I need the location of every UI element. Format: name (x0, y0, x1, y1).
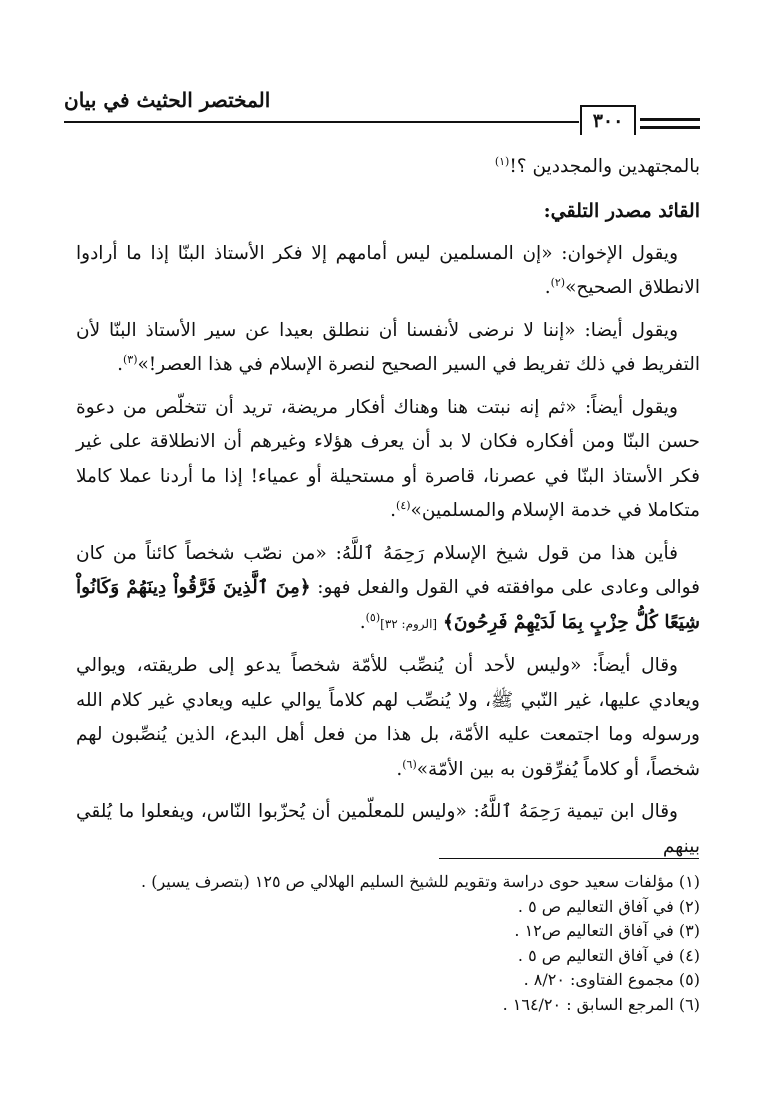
paragraph-5: وقال أيضاً: «وليس لأحد أن يُنصِّب للأمّة شخصاً يدعو إلى طريقته، ويوالي ويعادي عليها، غير النّبي ﷺ، ولا يُنصِّب لهم كلاماً يوالي عليه ويعادي غير كلام الله ورسوله وما اجتمعت عليه الأمّة، بل هذا من فعل أهل البدع، الذين يُنصِّبون لهم شخصاً، أو كلاماً يُفرِّقون به بين الأمّة»$^{(٦)}$. (76, 655, 700, 780)
footnote-6: (٦) المرجع السابق : ١٦٤/٢٠ . (502, 994, 700, 1014)
paragraph-1: ويقول الإخوان: «إن المسلمين ليس أمامهم إلا فكر الأستاذ البنّا إذا ما أرادوا الانطلاق الصحيح»$^{(٢)}$. (76, 242, 700, 298)
main-text (76, 150, 700, 864)
header-ornament-rule-top (640, 118, 700, 121)
footnote-mark-5: (٥) (365, 610, 381, 624)
page-number: ٣٠٠ (580, 105, 636, 135)
footnote-3: (٣) في آفاق التعاليم ص١٢ . (514, 921, 700, 940)
sura-reference: [الروم: ٣٢] (380, 616, 438, 631)
paragraph-3: ويقول أيضاً: «ثم إنه نبتت هنا وهناك أفكار مريضة، تريد أن تتخلّص من دعوة حسن البنّا ومن أفكاره فكان لا بد أن يعرف هؤلاء وغيرهم أن الانطلاقة على غير فكر الأستاذ البنّا في عصرنا، قاصرة أو مستحيلة أو عمياء! إذا ما أردنا عملا كاملا متكاملا في خدمة الإسلام والمسلمين»$^{(٤)}$. (76, 396, 700, 521)
paragraph-6: وقال ابن تيمية رَحِمَهُ ٱللَّهُ: «وليس للمعلّمين أن يُحزّبوا النّاس، ويفعلوا ما يُلقي بينهم (76, 801, 700, 857)
footnote-2: (٢) في آفاق التعاليم ص ٥ . (517, 896, 700, 916)
quran-verse: ﴿مِنَ ٱلَّذِينَ فَرَّقُواْ دِينَهُمْ وَكَانُواْ شِيَعًا كُلُّ حِزْبٍ بِمَا لَدَيْهِمْ فَرِحُونَ﴾ (76, 577, 700, 633)
header-rule (64, 121, 579, 123)
footnote-mark-3: (٣) (122, 352, 138, 366)
footnote-mark-2: (٢) (550, 275, 566, 289)
paragraph-4: فأين هذا من قول شيخ الإسلام رَحِمَهُ ٱللَّهُ: «من نصّب شخصاً كائناً من كان فوالى وعادى على موافقته في القول والفعل فهو: ﴿مِنَ ٱلَّذِينَ فَرَّقُواْ دِينَهُمْ وَكَانُواْ شِيَعًا كُلُّ حِزْبٍ بِمَا لَدَيْهِمْ فَرِحُونَ﴾ [الروم: ٣٢]$^{(٥)}$. (76, 542, 700, 633)
footnote-mark-6: (٦) (402, 757, 417, 771)
footnote-mark-4: (٤) (396, 498, 411, 512)
footnote-1: (١) مؤلفات سعيد حوى دراسة وتقويم للشيخ السليم الهلالي ص ١٢٥ (بتصرف يسير) . (141, 872, 700, 891)
running-title: المختصر الحثيث في بيان (64, 88, 271, 112)
continuation-line: بالمجتهدين والمجددين ؟!$^{(١)}$ (494, 154, 700, 177)
section-heading: القائد مصدر التلقي: (543, 199, 700, 222)
footnote-4: (٤) في آفاق التعاليم ص ٥ . (517, 945, 700, 965)
header-ornament-rule-bottom (640, 126, 700, 129)
footnote-5: (٥) مجموع الفتاوى: ٨/٢٠ . (523, 970, 700, 989)
footnote-separator (439, 858, 699, 859)
paragraph-2: ويقول أيضا: «إننا لا نرضى لأنفسنا أن ننطلق بعيدا عن سير الأستاذ البنّا لأن التفريط في ذلك تفريط في السير الصحيح لنصرة الإسلام في هذا العصر!»$^{(٣)}$. (76, 319, 700, 375)
footnotes (76, 870, 700, 1017)
footnote-mark-1: (١) (494, 154, 510, 168)
